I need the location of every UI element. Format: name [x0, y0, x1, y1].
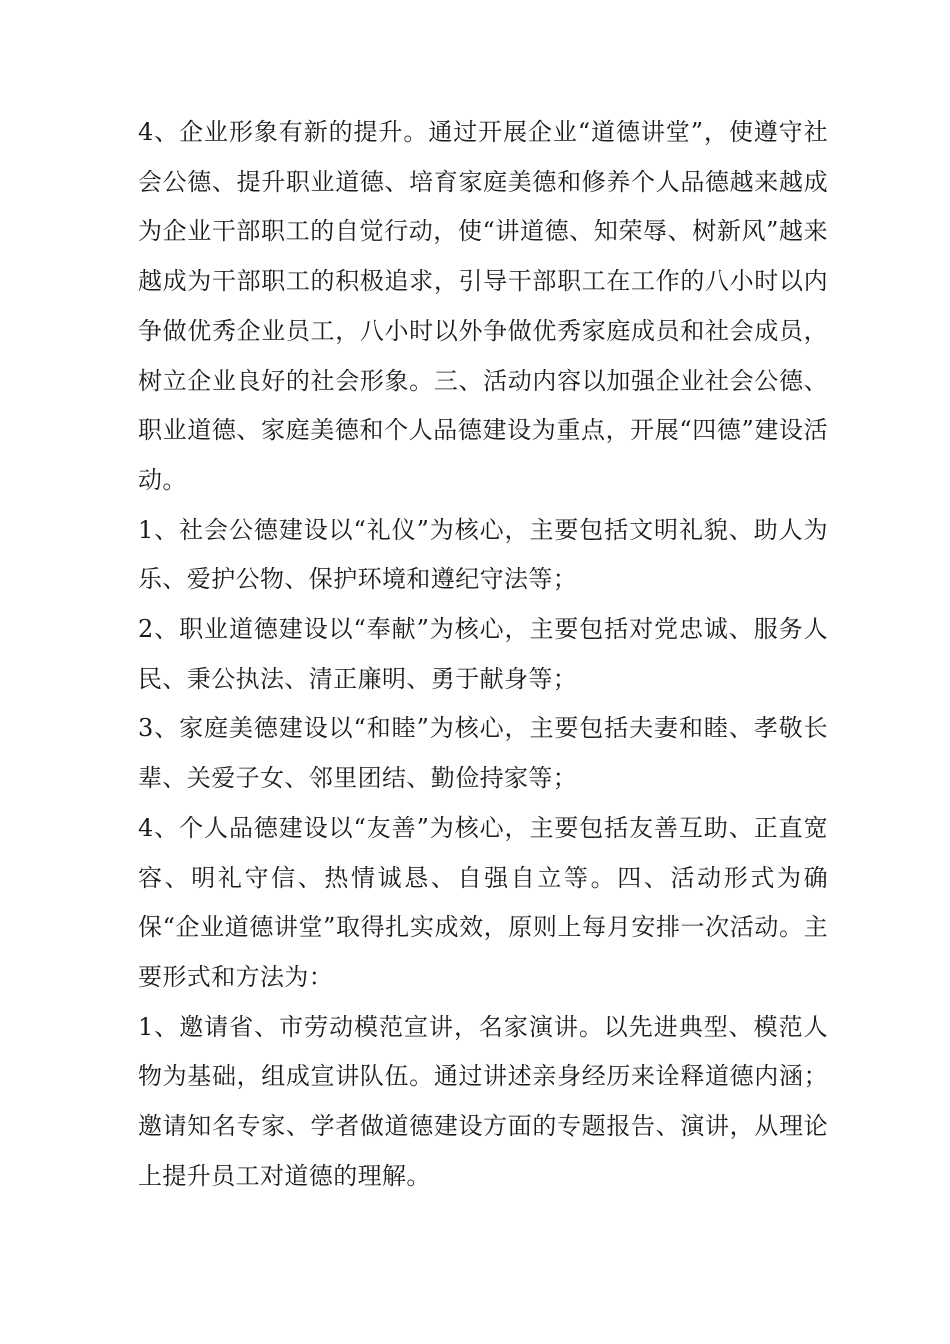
- paragraph-social-morality: 1、社会公德建设以“礼仪”为核心，主要包括文明礼貌、助人为乐、爱护公物、保护环境和遵纪守法等；: [138, 515, 828, 594]
- paragraph-corporate-image: 4、企业形象有新的提升。通过开展企业“道德讲堂”，使遵守社会公德、提升职业道德、培育家庭美德和修养个人品德越来越成为企业干部职工的自觉行动，使“讲道德、知荣辱、树新风”越来越成为干部职工的积极追求，引导干部职工在工作的八小时以内争做优秀企业员工，八小时以外争做优秀家庭成员和社会成员，树立企业良好的社会形象。三、活动内容以加强企业社会公德、职业道德、家庭美德和个人品德建设为重点，开展“四德”建设活动。: [138, 118, 828, 494]
- paragraph-professional-ethics: 2、职业道德建设以“奉献”为核心，主要包括对党忠诚、服务人民、秉公执法、清正廉明、勇于献身等；: [138, 615, 828, 693]
- paragraph-model-lectures: 1、邀请省、市劳动模范宣讲，名家演讲。以先进典型、模范人物为基础，组成宣讲队伍。通过讲述亲身经历来诠释道德内涵；邀请知名专家、学者做道德建设方面的专题报告、演讲，从理论上提升员工对道德的理解。: [138, 1012, 828, 1190]
- paragraph-family-virtue: 3、家庭美德建设以“和睦”为核心，主要包括夫妻和睦、孝敬长辈、关爱子女、邻里团结、勤俭持家等；: [138, 714, 828, 793]
- document-body: [138, 108, 828, 1201]
- paragraph-personal-character: 4、个人品德建设以“友善”为核心，主要包括友善互助、正直宽容、明礼守信、热情诚恳、自强自立等。四、活动形式为确保“企业道德讲堂”取得扎实成效，原则上每月安排一次活动。主要形式和方法为：: [138, 813, 828, 991]
